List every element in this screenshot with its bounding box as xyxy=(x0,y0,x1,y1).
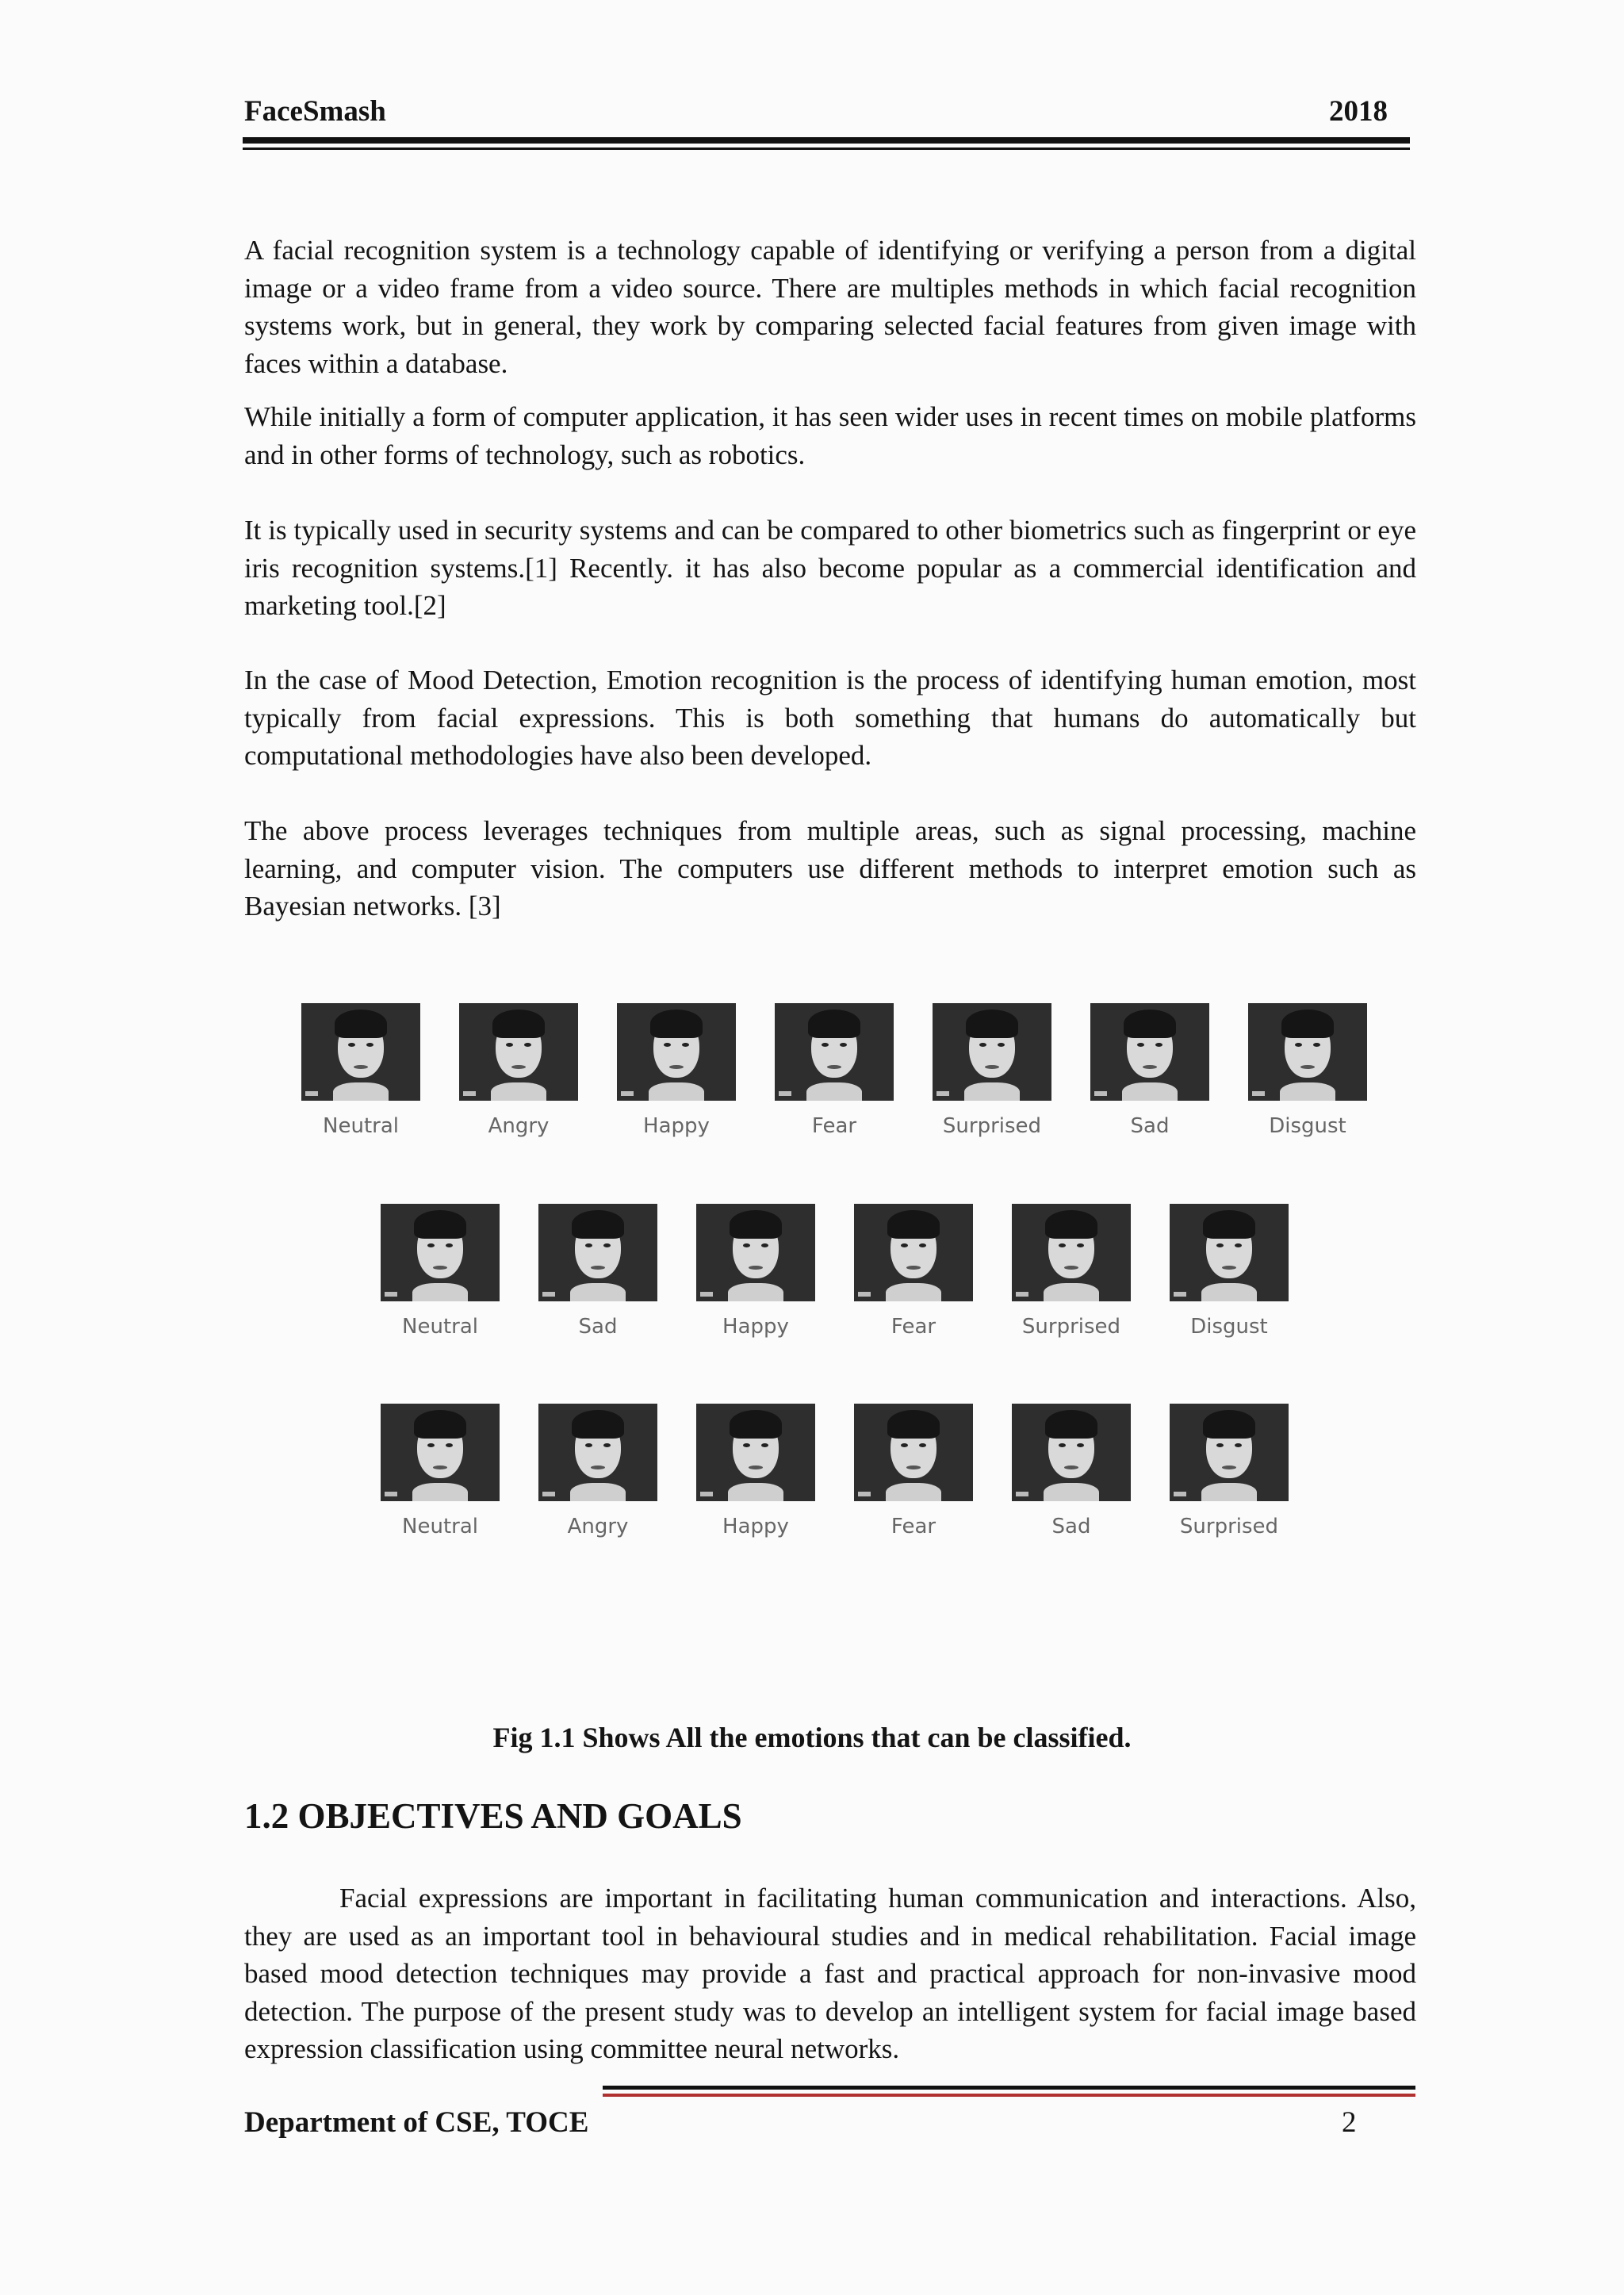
face-label: Angry xyxy=(567,1515,629,1538)
header-title: FaceSmash xyxy=(244,95,386,128)
face-label: Surprised xyxy=(1179,1515,1279,1538)
face-label: Surprised xyxy=(1021,1315,1121,1339)
face-photo xyxy=(933,1003,1051,1101)
footer-rule-dark xyxy=(603,2086,1415,2090)
face-photo xyxy=(854,1404,973,1501)
face-label: Angry xyxy=(488,1114,550,1138)
face-label: Fear xyxy=(811,1114,857,1138)
face-label: Disgust xyxy=(1269,1114,1346,1138)
face-photo xyxy=(459,1003,578,1101)
face-photo xyxy=(696,1404,815,1501)
face-label: Fear xyxy=(891,1315,936,1339)
paragraph-techniques: The above process leverages techniques from multiple areas, such as signal processing, machine learning, and computer vision. The computers use different methods to interpret emotion such as Bayesian networks. [3] xyxy=(244,815,1416,921)
face-label: Neutral xyxy=(323,1114,399,1138)
face-label: Sad xyxy=(1051,1515,1091,1538)
face-photo xyxy=(1012,1404,1131,1501)
face-label: Happy xyxy=(643,1114,710,1138)
face-photo xyxy=(1090,1003,1209,1101)
face-label: Fear xyxy=(891,1515,936,1538)
face-photo xyxy=(854,1204,973,1301)
face-photo xyxy=(381,1204,500,1301)
face-label: Surprised xyxy=(942,1114,1042,1138)
paragraph-intro: A facial recognition system is a technology capable of identifying or verifying a person from a digital image or a video frame from a video source. There are multiples methods in which facial recognition systems work, but in general, they work by comparing selected facial features from given image with faces within a database. xyxy=(244,235,1416,379)
header-rule-thick xyxy=(243,137,1410,144)
paragraph-mood-detection: In the case of Mood Detection, Emotion recognition is the process of identifying human emotion, most typically from facial expressions. This is both something that humans do automatically but computational methodologies have also been developed. xyxy=(244,665,1416,771)
face-photo xyxy=(696,1204,815,1301)
face-photo xyxy=(381,1404,500,1501)
section-heading: 1.2 OBJECTIVES AND GOALS xyxy=(244,1796,742,1836)
face-photo xyxy=(538,1204,657,1301)
face-label: Neutral xyxy=(402,1315,478,1339)
face-label: Sad xyxy=(1130,1114,1170,1138)
face-photo xyxy=(1170,1404,1289,1501)
face-photo xyxy=(617,1003,736,1101)
face-label: Sad xyxy=(578,1315,618,1339)
face-label: Neutral xyxy=(402,1515,478,1538)
paragraph-security: It is typically used in security systems and can be compared to other biometrics such as fingerprint or eye iris recognition systems.[1] Recently. it has also become popular as a commercial identification and marketing tool.[2] xyxy=(244,515,1416,621)
face-photo xyxy=(301,1003,420,1101)
face-label: Happy xyxy=(722,1315,789,1339)
face-label: Happy xyxy=(722,1515,789,1538)
emotion-faces-figure xyxy=(301,1003,1388,1574)
face-photo xyxy=(775,1003,894,1101)
footer-rule-red xyxy=(603,2094,1415,2097)
section-body: Facial expressions are important in facilitating human communication and interactions. Also, they are used as an important tool in behavioural studies and in medical rehabilitation. Facial image based mood detection techniques may provide a fast and practical approach for non-invasive mood detection. The purpose of the present study was to develop an intelligent system for facial image based expression classification using committee neural networks. xyxy=(244,1883,1416,2064)
face-photo xyxy=(1170,1204,1289,1301)
paragraph-applications: While initially a form of computer application, it has seen wider uses in recent times on mobile platforms and in other forms of technology, such as robotics. xyxy=(244,401,1416,470)
footer-department: Department of CSE, TOCE xyxy=(244,2106,589,2139)
header-year: 2018 xyxy=(1329,95,1388,128)
figure-caption: Fig 1.1 Shows All the emotions that can be classified. xyxy=(492,1722,1132,1753)
face-photo xyxy=(1248,1003,1367,1101)
face-photo xyxy=(538,1404,657,1501)
header-rule-thin xyxy=(243,148,1410,150)
face-photo xyxy=(1012,1204,1131,1301)
footer-page-number: 2 xyxy=(1342,2106,1357,2139)
face-label: Disgust xyxy=(1190,1315,1268,1339)
